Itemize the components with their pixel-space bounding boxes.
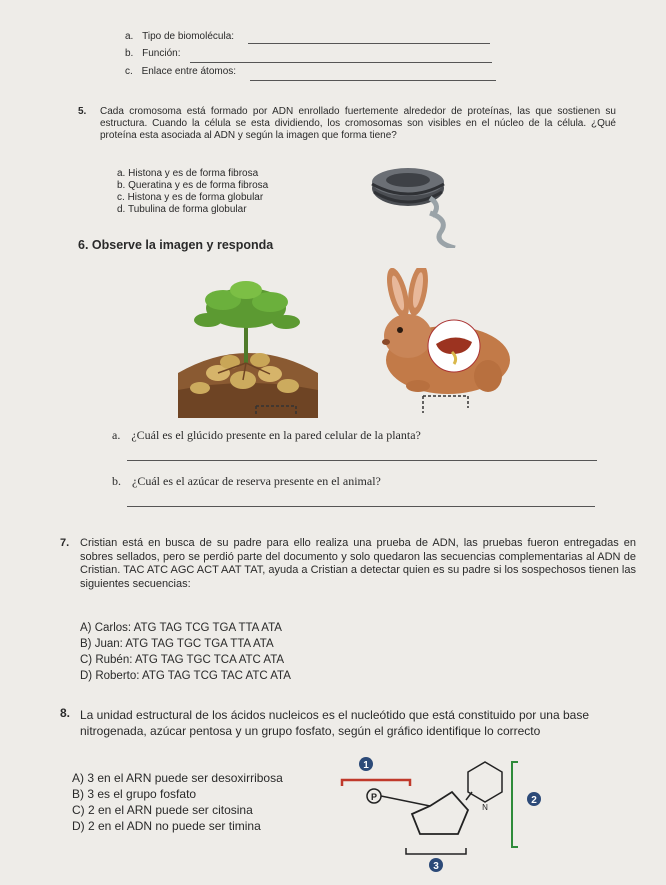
nucleosome-illustration (360, 158, 485, 248)
label-1-text: 1 (363, 760, 369, 771)
q7-options (80, 620, 291, 684)
q4-item-a (125, 31, 234, 43)
label-3-text: 3 (433, 861, 439, 872)
q5-number: 5. (78, 106, 87, 117)
q4-item-c (125, 66, 236, 78)
phosphate-p-text: P (370, 792, 378, 802)
q4-letter: b. (125, 48, 134, 59)
q5-text: Cada cromosoma está formado por ADN enrollado fuertemente alrededor de proteínas, las que sostienen su estructura. Cuando la célula se esta dividiendo, los cromosomas son visibles en el núcleo de la célula. ¿Qué proteína esta asociada al ADN y según la imagen que forma tiene? (100, 106, 616, 141)
q5-option-b[interactable]: b. Queratina y es de forma fibrosa (117, 180, 269, 191)
q5-option-c[interactable]: c. Histona y es de forma globular (117, 192, 264, 203)
q8-options (72, 770, 283, 834)
rabbit-illustration (368, 268, 518, 423)
potato-plant-illustration (178, 278, 318, 418)
q7-text: Cristian está en busca de su padre para ello realiza una prueba de ADN, las pruebas fueron entregadas en sobres sellados, pero se perdió parte del documento y solo quedaron las secuencias complementarias al ADN de Cristian. TAC ATC AGC ACT AAT TAT, ayuda a Cristian a detectar quien es su padre si los sospechosos tienen las siguientes secuencias: (80, 537, 636, 590)
q7-option-c[interactable]: C) Rubén: ATG TAG TGC TCA ATC ATA (80, 654, 285, 666)
q6-b-answer-line[interactable] (127, 506, 595, 507)
q8-option-d[interactable]: D) 2 en el ADN no puede ser timina (72, 819, 261, 833)
q4-answer-line-b[interactable] (190, 62, 492, 63)
q6-title: 6. Observe la imagen y responda (78, 238, 274, 252)
q4-label: Función: (142, 48, 181, 59)
label-2-text: 2 (531, 795, 537, 806)
q5-option-a[interactable]: a. Histona y es de forma fibrosa (117, 168, 259, 179)
q4-letter: c. (125, 66, 133, 77)
q8-option-b[interactable]: B) 3 es el grupo fosfato (72, 787, 197, 801)
q5-options (117, 168, 357, 216)
q4-answer-line-a[interactable] (248, 43, 490, 44)
q6-a: a. ¿Cuál es el glúcido presente en la pared celular de la planta? (112, 428, 421, 442)
q4-answer-line-c[interactable] (250, 80, 496, 81)
q6-a-answer-line[interactable] (127, 460, 597, 461)
nitrogen-n-text: N (482, 803, 488, 812)
q4-letter: a. (125, 31, 134, 42)
q5-option-d[interactable]: d. Tubulina de forma globular (117, 204, 247, 215)
q7-option-b[interactable]: B) Juan: ATG TAG TGC TGA TTA ATA (80, 638, 274, 650)
q8-text: La unidad estructural de los ácidos nucleicos es el nucleótido que está constituido por una base nitrogenada, azúcar pentosa y un grupo fosfato, según el gráfico identifique lo correcto (80, 708, 589, 738)
q4-item-b (125, 48, 180, 60)
q4-label: Enlace entre átomos: (141, 66, 237, 77)
q8-number: 8. (60, 706, 71, 720)
q7-option-d[interactable]: D) Roberto: ATG TAG TCG TAC ATC ATA (80, 670, 291, 682)
q7-option-a[interactable]: A) Carlos: ATG TAG TCG TGA TTA ATA (80, 622, 282, 634)
q4-label: Tipo de biomolécula: (142, 31, 235, 42)
q8-option-a[interactable]: A) 3 en el ARN puede ser desoxirribosa (72, 771, 283, 785)
nucleotide-diagram (340, 752, 560, 877)
q8-option-c[interactable]: C) 2 en el ARN puede ser citosina (72, 803, 253, 817)
q6-b: b. ¿Cuál es el azúcar de reserva presente en el animal? (112, 474, 381, 488)
q7-number: 7. (60, 537, 70, 549)
